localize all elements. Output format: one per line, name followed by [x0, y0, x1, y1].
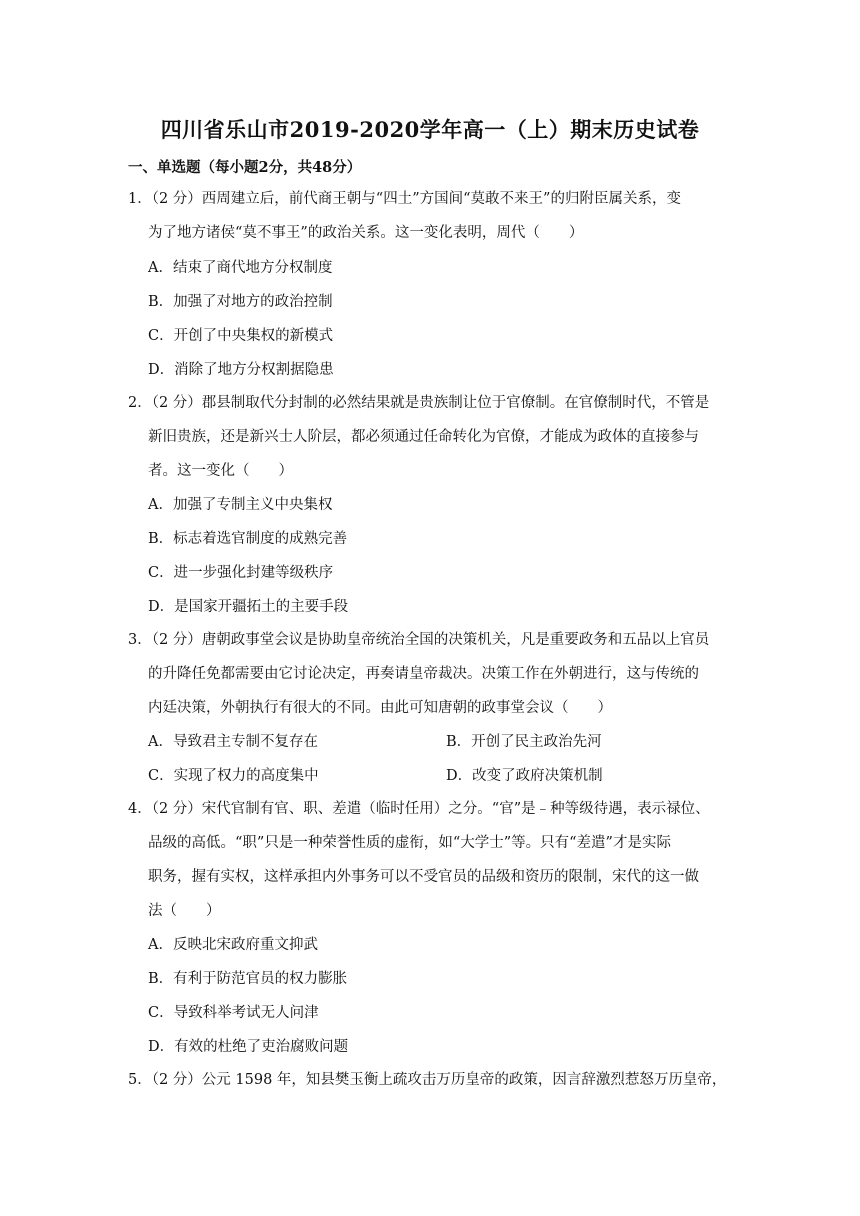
- page-title: 四川省乐山市2019-2020学年高一（上）期末历史试卷: [160, 117, 700, 142]
- question-2-option-b: B．标志着选官制度的成熟完善: [148, 531, 348, 547]
- question-2-line-3: 者。这一变化（ ）: [148, 463, 293, 479]
- question-3-option-a: A．导致君主专制不复存在: [148, 734, 318, 750]
- question-4-line-1: 4．（2 分）宋代官制有官、职、差遣（临时任用）之分。“官”是﹣种等级待遇，表示禄位、: [128, 801, 710, 817]
- question-1-option-a: A．结束了商代地方分权制度: [148, 260, 333, 276]
- question-4-option-a: A．反映北宋政府重文抑武: [148, 937, 318, 953]
- section-heading: 一、单选题（每小题2分，共48分）: [128, 159, 362, 176]
- question-1-stem: [128, 182, 732, 250]
- question-3-option-c: C．实现了权力的高度集中: [148, 768, 319, 784]
- question-3-line-3: 内廷决策，外朝执行有很大的不同。由此可知唐朝的政事堂会议（ ）: [148, 700, 612, 716]
- question-3-option-d: D．改变了政府决策机制: [446, 768, 603, 784]
- question-4-stem: [128, 792, 732, 928]
- question-2-line-2: 新旧贵族，还是新兴士人阶层，都必须通过任命转化为官僚，才能成为政体的直接参与: [148, 429, 699, 445]
- question-4-line-4: 法（ ）: [148, 903, 221, 919]
- question-2-line-1: 2．（2 分）郡县制取代分封制的必然结果就是贵族制让位于官僚制。在官僚制时代，不管是: [128, 395, 710, 411]
- question-2-option-a: A．加强了专制主义中央集权: [148, 497, 333, 513]
- question-1-option-d: D．消除了地方分权割据隐患: [148, 362, 334, 378]
- question-1-option-c: C．开创了中央集权的新模式: [148, 328, 334, 344]
- question-1-option-b: B．加强了对地方的政治控制: [148, 294, 333, 310]
- question-1-line-1: 1．（2 分）西周建立后，前代商王朝与“四土”方国间“莫敢不来王”的归附臣属关系，变: [128, 191, 681, 207]
- question-4-option-d: D．有效的杜绝了吏治腐败问题: [148, 1039, 349, 1055]
- question-3-option-b: B．开创了民主政治先河: [446, 734, 602, 750]
- question-2-option-c: C．进一步强化封建等级秩序: [148, 565, 334, 581]
- question-4-line-3: 职务，握有实权，这样承担内外事务可以不受官员的品级和资历的限制，宋代的这一做: [148, 869, 699, 885]
- question-5-line-1: 5．（2 分）公元 1598 年，知县樊玉衡上疏攻击万历皇帝的政策，因言辞激烈惹怒万历皇帝，: [128, 1072, 727, 1088]
- question-5-stem: [128, 1063, 732, 1097]
- question-3-line-2: 的升降任免都需要由它讨论决定，再奏请皇帝裁决。决策工作在外朝进行，这与传统的: [148, 666, 699, 682]
- question-2-stem: [128, 386, 732, 488]
- question-2-option-d: D．是国家开疆拓土的主要手段: [148, 599, 349, 615]
- question-3-line-1: 3．（2 分）唐朝政事堂会议是协助皇帝统治全国的决策机关，凡是重要政务和五品以上官员: [128, 632, 710, 648]
- question-4-option-c: C．导致科举考试无人问津: [148, 1005, 319, 1021]
- question-4-line-2: 品级的高低。“职”只是一种荣誉性质的虚衔，如“大学士”等。只有“差遣”才是实际: [148, 835, 671, 851]
- question-4-option-b: B．有利于防范官员的权力膨胀: [148, 971, 348, 987]
- question-1-line-2: 为了地方诸侯“莫不事王”的政治关系。这一变化表明，周代（ ）: [148, 225, 584, 241]
- question-3-stem: [128, 623, 732, 725]
